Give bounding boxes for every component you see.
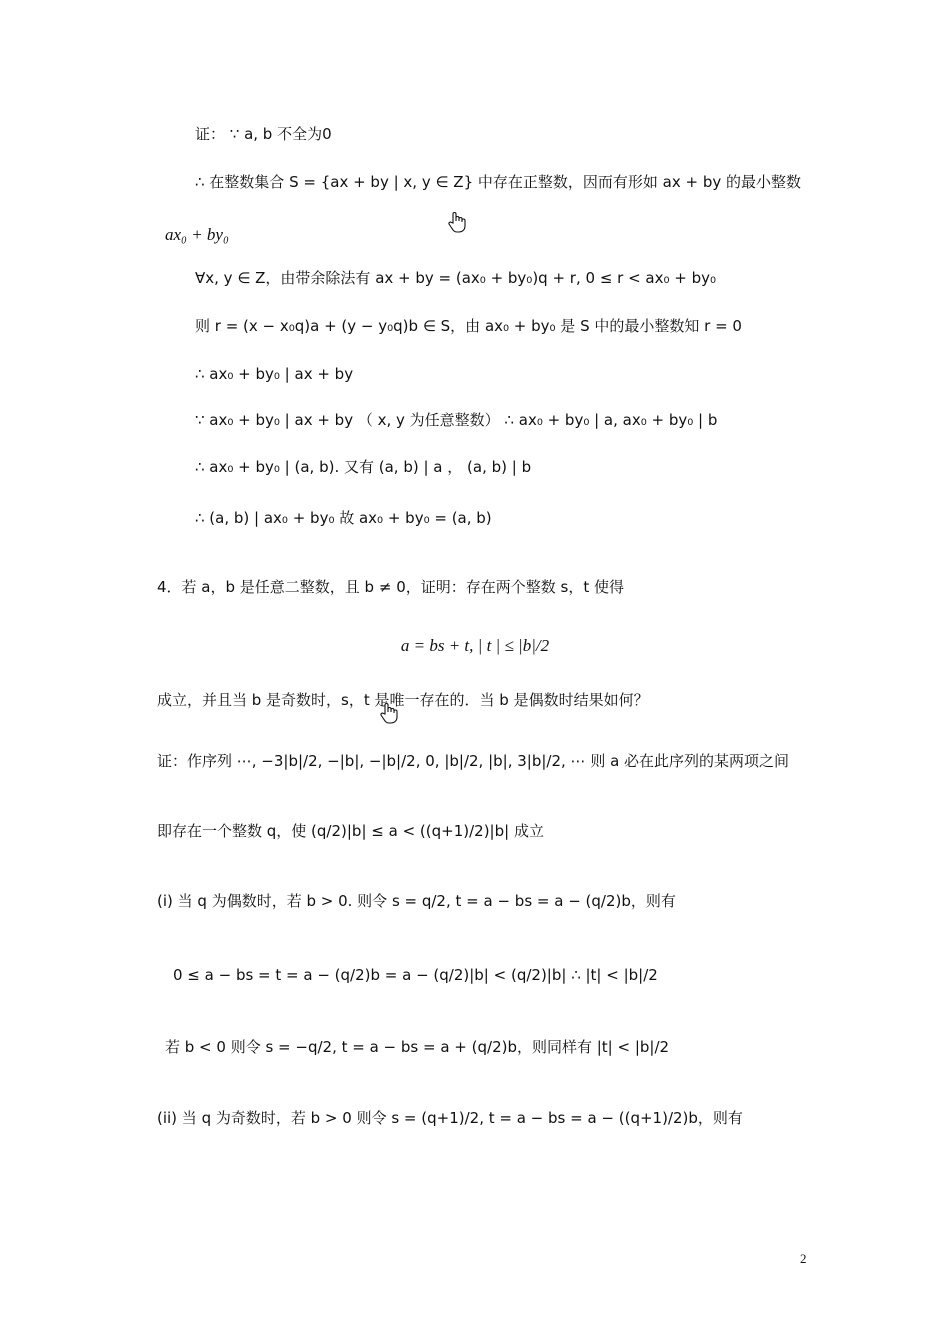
problem-4-formula: a = bs + t, | t | ≤ |b|/2 [400,636,550,655]
integer-set-line: ∴ 在整数集合 S = {ax + by | x, y ∈ Z} 中存在正整数，因而有形如 ax + by 的最小整数 [195,173,802,191]
case-i-negative-line: 若 b < 0 则令 s = −q/2, t = a − bs = a + (q/2)b，则同样有 |t| < |b|/2 [165,1038,670,1056]
case-i-line: (i) 当 q 为偶数时，若 b > 0. 则令 s = q/2, t = a − bs = a − (q/2)b，则有 [157,892,676,910]
gcd-divides-line: ∴ ax₀ + by₀ | (a, b). 又有 (a, b) | a ， (a, b) | b [195,458,532,476]
divides-line: ∴ ax₀ + by₀ | ax + by [195,365,354,383]
hand-cursor-icon [379,702,399,724]
min-integer-line: ax₀ + by₀ [165,225,229,244]
exists-q-line: 即存在一个整数 q，使 (q/2)|b| ≤ a < ((q+1)/2)|b| 成立 [157,822,544,840]
problem-4-statement: 4．若 a，b 是任意二整数，且 b ≠ 0，证明：存在两个整数 s，t 使得 [157,578,624,596]
sequence-line: 证：作序列 ⋯, −3|b|/2, −|b|, −|b|/2, 0, |b|/2, |b|, 3|b|/2, ⋯ 则 a 必在此序列的某两项之间 [157,752,790,770]
division-line: ∀x, y ∈ Z，由带余除法有 ax + by = (ax₀ + by₀)q + r, 0 ≤ r < ax₀ + by₀ [195,269,717,287]
case-ii-line: (ii) 当 q 为奇数时，若 b > 0 则令 s = (q+1)/2, t = a − bs = a − ((q+1)/2)b，则有 [157,1109,743,1127]
remainder-line: 则 r = (x − x₀q)a + (y − y₀q)b ∈ S，由 ax₀ + by₀ 是 S 中的最小整数知 r = 0 [195,317,742,335]
page-number: 2 [800,1251,807,1266]
gcd-conclusion-line: ∴ (a, b) | ax₀ + by₀ 故 ax₀ + by₀ = (a, b) [195,509,492,527]
divides-ab-line: ∵ ax₀ + by₀ | ax + by （ x, y 为任意整数） ∴ ax₀ + by₀ | a, ax₀ + by₀ | b [195,411,718,429]
case-i-inequality-line: 0 ≤ a − bs = t = a − (q/2)b = a − (q/2)|b| < (q/2)|b| ∴ |t| < |b|/2 [173,966,658,984]
problem-4-question: 成立，并且当 b 是奇数时，s，t 是唯一存在的．当 b 是偶数时结果如何？ [157,691,649,709]
proof-start-line: 证： ∵ a, b 不全为0 [195,125,332,143]
hand-cursor-icon [447,211,467,233]
